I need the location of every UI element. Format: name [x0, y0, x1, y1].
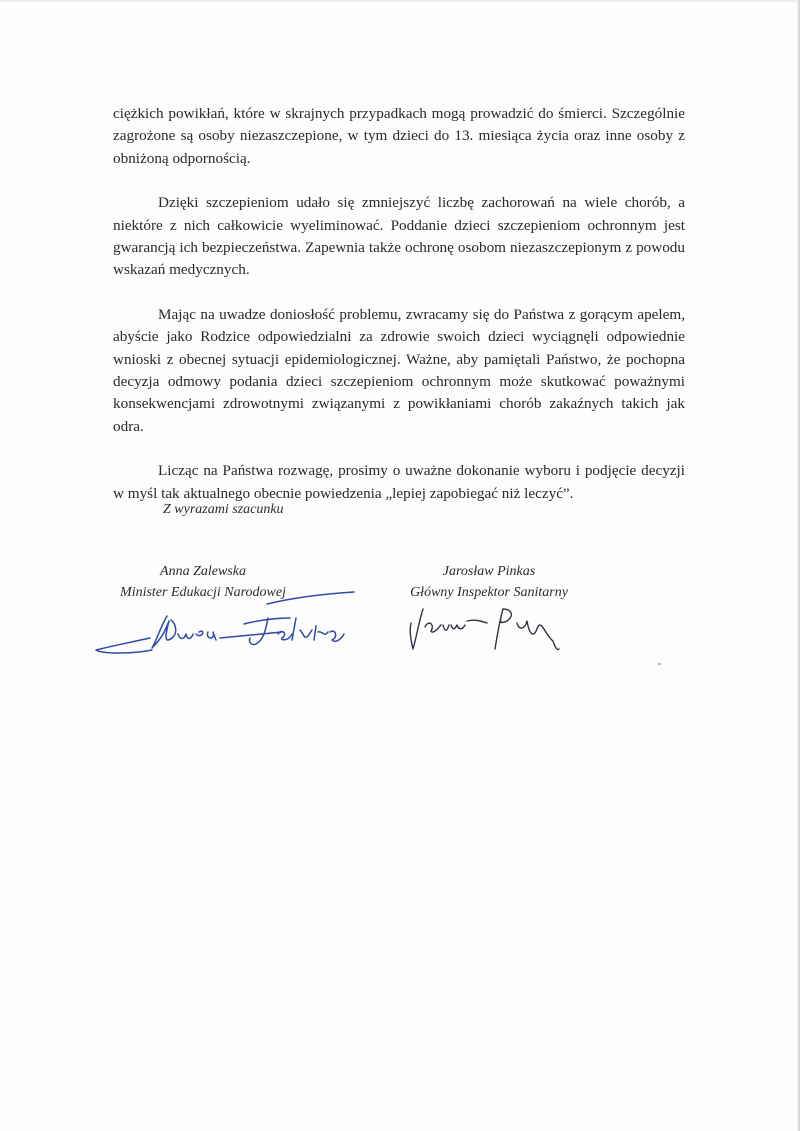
paragraph-1: ciężkich powikłań, które w skrajnych przypadkach mogą prowadzić do śmierci. Szczególnie zagrożone są osoby niezaszczepione, w tym dzieci do 13. miesiąca życia oraz inne osoby z obniżoną odpornością.: [113, 105, 685, 167]
letter-body: [113, 103, 685, 527]
signatory-role: Główny Inspektor Sanitarny: [410, 585, 568, 600]
scan-border-top: [0, 0, 800, 2]
signatory-role: Minister Edukacji Narodowej: [120, 585, 286, 600]
handwritten-signature-right: [405, 605, 575, 655]
signatory-name: Anna Zalewska: [160, 564, 246, 579]
signatory-name: Jarosław Pinkas: [442, 564, 536, 579]
closing-salutation: Z wyrazami szacunku: [163, 502, 284, 517]
paragraph-4: Licząc na Państwa rozwagę, prosimy o uważne dokonanie wyboru i podjęcie decyzji w myśl tak aktualnego obecnie powiedzenia „lepiej zapobiegać niż leczyć”.: [113, 462, 685, 502]
paragraph-3: Mając na uwadze doniosłość problemu, zwracamy się do Państwa z gorącym apelem, abyście jako Rodzice odpowiedzialni za zdrowie swoich dzieci wyciągnęli odpowiednie wnioski z obecnej sytuacji epidemiologicznej. Ważne, aby pamiętali Państwo, że pochopna decyzja odmowy podania dzieci szczepieniom ochronnym może skutkować poważnymi konsekwencjami zdrowotnymi związanymi z powikłaniami chorób zakaźnych takich jak odra.: [113, 305, 685, 435]
signatory-right: [393, 561, 585, 603]
paragraph-2: Dzięki szczepieniom udało się zmniejszyć liczbę zachorowań na wiele chorób, a niektóre z nich całkowicie wyeliminować. Poddanie dzieci szczepieniom ochronnym jest gwarancją ich bezpieczeństwa. Zapewnia także ochronę osobom niezaszczepionym z powodu wskazań medycznych.: [113, 194, 685, 279]
handwritten-signature-left: [92, 588, 357, 660]
scan-speck: [658, 663, 661, 665]
